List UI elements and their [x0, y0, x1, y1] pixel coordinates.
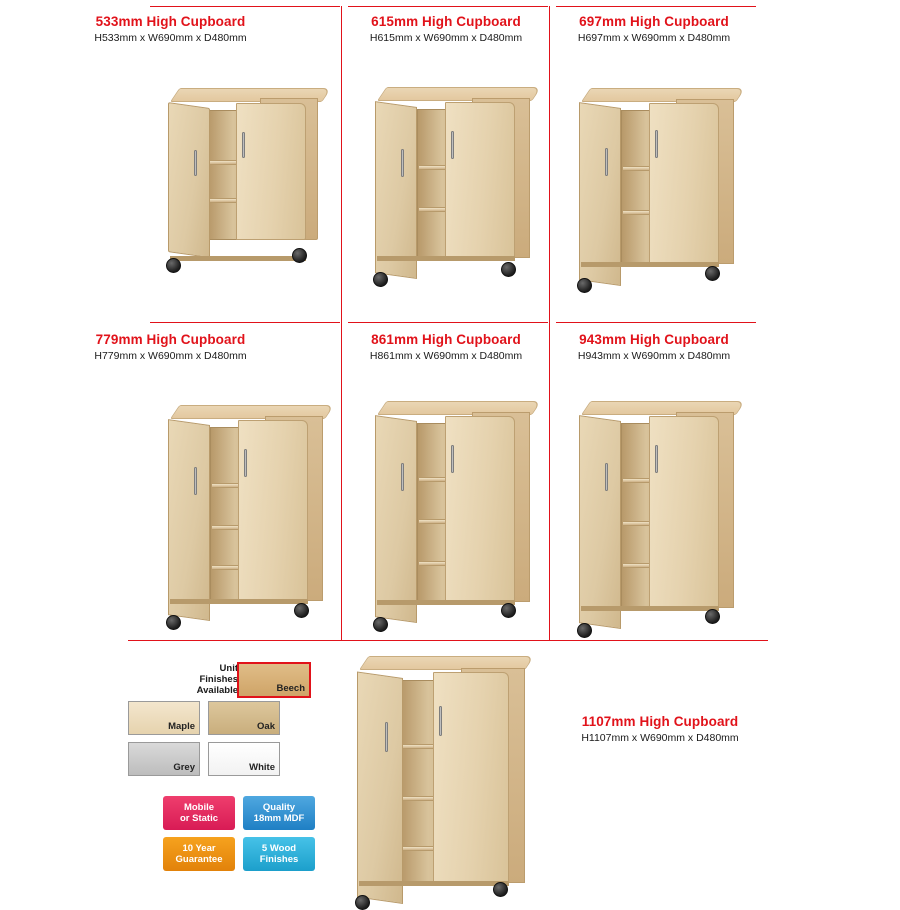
product-cell-7[interactable] — [480, 714, 840, 745]
bottom-panel — [0, 640, 900, 899]
badge-wood-finishes — [243, 837, 315, 871]
badge-guarantee-line1: 10 Year — [182, 843, 216, 854]
product-dimensions-3: H697mm x W690mm x D480mm — [577, 32, 731, 44]
product-dimensions-2: H615mm x W690mm x D480mm — [369, 32, 523, 44]
swatch-maple[interactable] — [128, 701, 200, 735]
swatch-oak-label: Oak — [257, 721, 275, 732]
swatch-white[interactable] — [208, 742, 280, 776]
product-cell-6[interactable] — [551, 324, 757, 640]
product-title-2: 615mm High Cupboard — [371, 14, 521, 29]
badge-finishes-line1: 5 Wood — [261, 843, 297, 854]
swatch-row-3 — [128, 742, 318, 776]
badge-guarantee — [163, 837, 235, 871]
finishes-heading-line1: Unit — [219, 663, 238, 674]
finishes-heading-line2: Finishes — [199, 674, 238, 685]
product-cell-4[interactable] — [0, 324, 341, 640]
badge-quality-line1: Quality — [262, 802, 296, 813]
badge-row-2 — [163, 837, 323, 871]
badge-finishes-line2: Finishes — [259, 854, 299, 865]
swatch-grey-label: Grey — [173, 762, 195, 773]
finishes-heading — [166, 663, 238, 696]
divider-mid-2 — [348, 322, 548, 323]
swatch-maple-label: Maple — [168, 721, 195, 732]
product-cell-1[interactable] — [0, 6, 341, 322]
product-title-1: 533mm High Cupboard — [95, 14, 246, 29]
swatch-white-label: White — [249, 762, 275, 773]
badge-quality-line2: 18mm MDF — [253, 813, 305, 824]
product-title-4: 779mm High Cupboard — [95, 332, 246, 347]
badge-mobile-line1: Mobile — [183, 802, 215, 813]
divider-vertical-1 — [341, 6, 342, 640]
swatch-beech-label: Beech — [276, 683, 305, 694]
badge-mobile-or-static — [163, 796, 235, 830]
swatch-grey[interactable] — [128, 742, 200, 776]
product-cell-2[interactable] — [343, 6, 549, 322]
product-title-5: 861mm High Cupboard — [371, 332, 521, 347]
divider-vertical-2 — [549, 6, 550, 640]
feature-badges — [163, 796, 323, 878]
divider-mid-1 — [150, 322, 340, 323]
badge-row-1 — [163, 796, 323, 830]
product-dimensions-5: H861mm x W690mm x D480mm — [369, 350, 523, 362]
swatch-oak[interactable] — [208, 701, 280, 735]
swatch-row-2 — [128, 701, 318, 735]
product-title-6: 943mm High Cupboard — [579, 332, 729, 347]
badge-quality-mdf — [243, 796, 315, 830]
product-dimensions-6: H943mm x W690mm x D480mm — [577, 350, 731, 362]
divider-mid-3 — [556, 322, 756, 323]
product-cell-5[interactable] — [343, 324, 549, 640]
badge-mobile-line2: or Static — [179, 813, 218, 824]
product-title-3: 697mm High Cupboard — [579, 14, 729, 29]
product-dimensions-4: H779mm x W690mm x D480mm — [94, 350, 247, 362]
product-cell-3[interactable] — [551, 6, 757, 322]
finishes-selector — [128, 660, 318, 783]
product-title-7: 1107mm High Cupboard — [581, 714, 739, 729]
badge-guarantee-line2: Guarantee — [175, 854, 223, 865]
finishes-heading-line3: Available — [196, 685, 238, 696]
product-dimensions-1: H533mm x W690mm x D480mm — [94, 32, 247, 44]
swatch-beech[interactable] — [238, 663, 310, 697]
product-dimensions-7: H1107mm x W690mm x D480mm — [581, 732, 739, 744]
